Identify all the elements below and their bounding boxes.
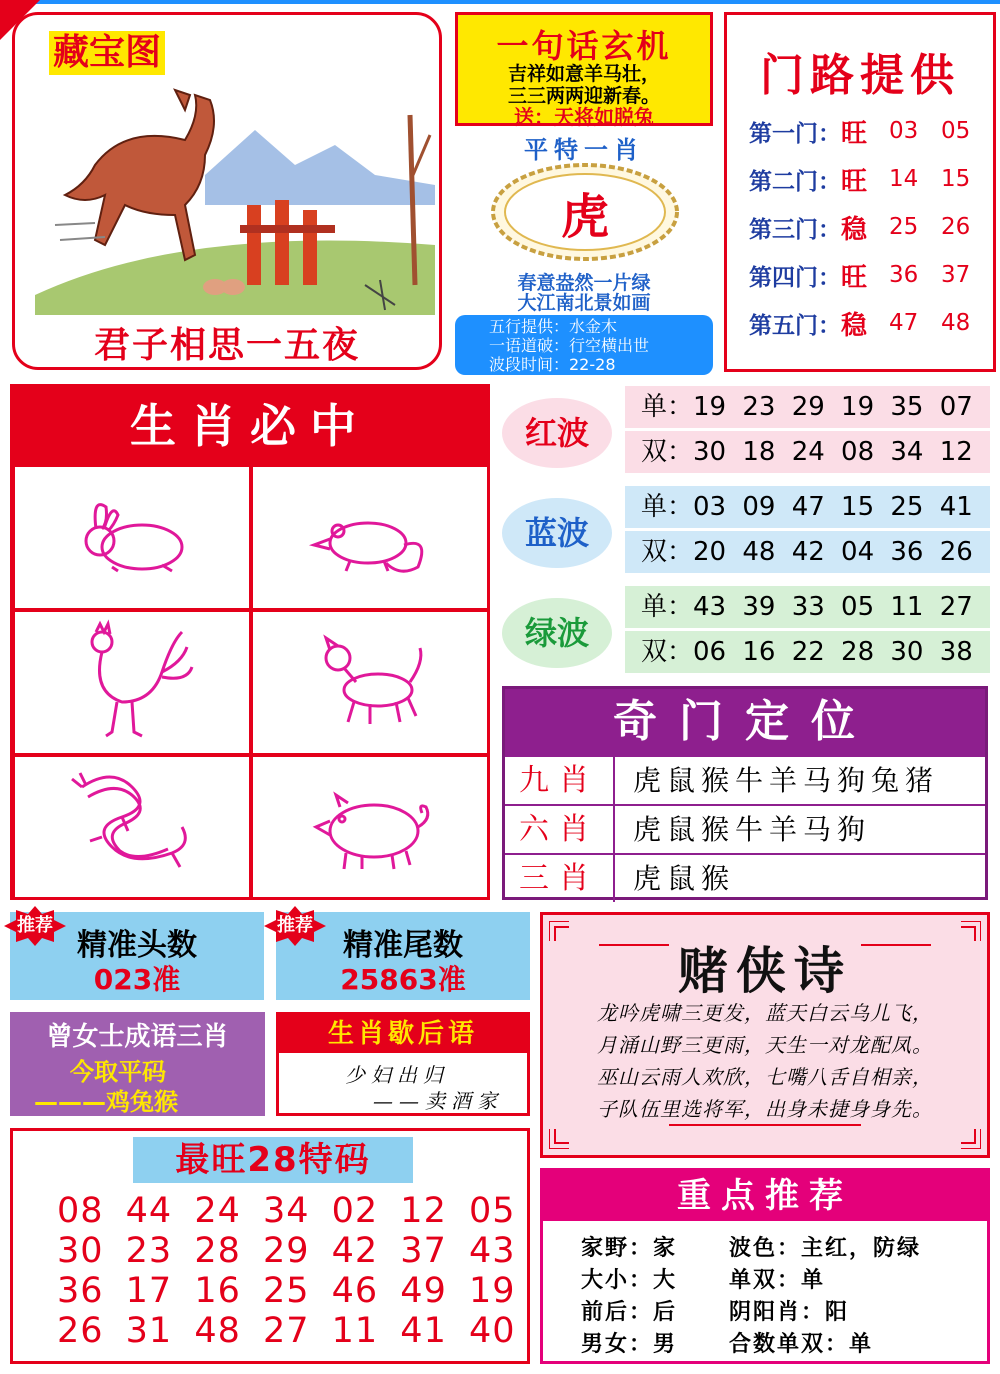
spring-poem-2: 大江南北景如画 — [517, 292, 651, 314]
gambler-poem-line: 龙吟虎啸三更发，蓝天白云乌儿飞， — [597, 1001, 933, 1025]
pig-icon — [300, 757, 440, 897]
recommend-badge — [4, 906, 66, 946]
focus-value: 主红，防绿 — [801, 1236, 922, 1261]
special-zodiac-title: 平特一肖 — [524, 136, 644, 164]
gate-number: 14 — [889, 166, 919, 192]
qimen-row-label: 九肖 — [505, 757, 615, 804]
recommend-badge-label: 推荐 — [17, 915, 53, 936]
focus-value: 大 — [653, 1268, 678, 1293]
gate-row — [749, 207, 993, 247]
qimen-row — [505, 755, 985, 804]
focus-item — [581, 1231, 677, 1262]
special-zodiac: 虎 — [560, 189, 609, 245]
info-box — [455, 315, 713, 375]
horse-illustration — [35, 55, 435, 315]
hot-codes-title: 最旺28特码 — [133, 1137, 413, 1183]
riddle-line-2: 三三两两迎新春。 — [507, 85, 660, 107]
focus-item — [581, 1327, 677, 1358]
blue-wave-double: 双：20 48 42 04 36 26 — [625, 531, 990, 573]
green-wave-badge: 绿波 — [502, 598, 612, 668]
gate-label: 第四门： — [749, 264, 841, 291]
gambler-poem-line: 子队伍里选将军，出身未捷身身先。 — [597, 1097, 933, 1121]
hot-codes-row: 26 31 48 27 11 41 40 — [57, 1311, 516, 1351]
qimen-row-values: 虎鼠猴 — [633, 862, 736, 895]
gate-label: 第二门： — [749, 168, 841, 195]
focus-key: 阴阳肖： — [729, 1300, 826, 1325]
qimen-row — [505, 804, 985, 853]
gate-number: 15 — [941, 166, 971, 192]
dog-icon — [300, 612, 440, 752]
focus-key: 大小： — [581, 1268, 654, 1293]
rooster-icon — [62, 612, 202, 752]
focus-item — [581, 1263, 677, 1294]
focus-item — [729, 1327, 873, 1358]
yiyu-text: 一语道破：行空横出世 — [489, 336, 650, 355]
riddle-gift: 送：天将如脱兔 — [514, 105, 654, 129]
focus-value: 阳 — [825, 1300, 850, 1325]
xiehouyu-line-2: ——卖酒家 — [373, 1089, 503, 1113]
gate-label: 第五门： — [749, 312, 841, 339]
gate-number: 05 — [941, 118, 971, 144]
green-wave-double: 双：06 16 22 28 30 38 — [625, 631, 990, 673]
focus-title: 重点推荐 — [543, 1171, 987, 1221]
zodiac-cell — [13, 610, 251, 755]
qimen-row-label: 三肖 — [505, 855, 615, 902]
focus-panel — [540, 1168, 990, 1364]
gate-row — [749, 303, 993, 343]
focus-key: 家野： — [581, 1236, 654, 1261]
focus-item — [729, 1231, 921, 1262]
gambler-poem-title: 赌侠诗 — [678, 942, 852, 1000]
red-wave-single: 单：19 23 29 19 35 07 — [625, 386, 990, 428]
zodiac-cell — [13, 465, 251, 610]
treasure-title: 藏宝图 — [49, 31, 165, 75]
focus-value: 男 — [653, 1332, 678, 1357]
zodiac-cell — [251, 610, 489, 755]
recommend-badge-label: 推荐 — [277, 915, 313, 936]
wuxing-text: 五行提供：水金木 — [489, 317, 618, 336]
tail-number-value: 25863准 — [340, 963, 466, 996]
hot-codes-row: 08 44 24 34 02 12 05 — [57, 1191, 516, 1231]
red-wave-badge: 红波 — [502, 398, 612, 468]
rabbit-icon — [62, 467, 202, 607]
gate-number: 26 — [941, 214, 971, 240]
focus-value: 家 — [653, 1236, 678, 1261]
riddle-box — [455, 12, 713, 129]
blue-wave-badge: 蓝波 — [502, 498, 612, 568]
treasure-verse: 君子相思一五夜 — [93, 325, 360, 366]
gate-number: 37 — [941, 262, 971, 288]
focus-item — [729, 1295, 849, 1326]
gate-label: 第一门： — [749, 120, 841, 147]
zodiac-must-title: 生肖必中 — [13, 387, 487, 465]
gates-title: 门路提供 — [760, 50, 960, 101]
blue-wave-single: 单：03 09 47 15 25 41 — [625, 486, 990, 528]
focus-value: 后 — [653, 1300, 678, 1325]
focus-key: 前后： — [581, 1300, 654, 1325]
focus-key: 单双： — [729, 1268, 802, 1293]
gate-status: 稳 — [841, 214, 868, 245]
focus-key: 波色： — [729, 1236, 802, 1261]
gates-panel — [724, 12, 996, 372]
focus-key: 合数单双： — [729, 1332, 850, 1357]
idiom-answer: ———鸡兔猴 — [34, 1088, 178, 1116]
idiom-box — [10, 1012, 265, 1116]
boduan-text: 波段时间：22-28 — [489, 355, 616, 374]
riddle-line-1: 吉祥如意羊马壮， — [507, 63, 660, 85]
zodiac-must-panel — [10, 384, 490, 900]
xiehouyu-line-1: 少妇出归 — [345, 1063, 449, 1087]
top-border — [0, 0, 1000, 4]
recommend-badge — [264, 906, 326, 946]
hot-codes-row: 30 23 28 29 42 37 43 — [57, 1231, 516, 1271]
green-wave-single: 单：43 39 33 05 11 27 — [625, 586, 990, 628]
qimen-panel — [502, 686, 988, 900]
gate-status: 稳 — [841, 310, 868, 341]
focus-item — [729, 1263, 825, 1294]
gate-label: 第三门： — [749, 216, 841, 243]
rat-icon — [300, 467, 440, 607]
gate-status: 旺 — [841, 262, 868, 293]
hot-codes-row: 36 17 16 25 46 49 19 — [57, 1271, 516, 1311]
zodiac-cell — [251, 465, 489, 610]
head-number-title: 精准头数 — [77, 928, 197, 963]
treasure-map-panel — [12, 12, 442, 370]
gate-row — [749, 111, 993, 151]
qimen-row-label: 六肖 — [505, 806, 615, 853]
zodiac-cell — [13, 755, 251, 900]
zodiac-cell — [251, 755, 489, 900]
gambler-poem-line: 月涌山野三更雨，天生一对龙配凤。 — [597, 1033, 933, 1057]
gate-row — [749, 255, 993, 295]
tail-number-title: 精准尾数 — [343, 928, 463, 963]
xiehouyu-title: 生肖歇后语 — [279, 1015, 527, 1053]
gate-number: 47 — [889, 310, 919, 336]
qimen-row — [505, 853, 985, 902]
dragon-icon — [62, 757, 202, 897]
gate-status: 旺 — [841, 166, 868, 197]
gate-status: 旺 — [841, 118, 868, 149]
gate-number: 48 — [941, 310, 971, 336]
spring-poem-1: 春意盎然一片绿 — [517, 272, 651, 294]
gate-number: 03 — [889, 118, 919, 144]
qimen-row-values: 虎鼠猴牛羊马狗 — [633, 813, 872, 846]
idiom-title: 曾女士成语三肖 — [46, 1022, 229, 1052]
qimen-row-values: 虎鼠猴牛羊马狗兔猪 — [633, 764, 940, 797]
gambler-poem-panel — [540, 912, 990, 1158]
idiom-phrase: 今取平码 — [70, 1058, 166, 1086]
gambler-poem-line: 巫山云雨人欢欣，七嘴八舌自相亲， — [597, 1065, 933, 1089]
head-number-value: 023准 — [93, 963, 181, 996]
focus-value: 单 — [849, 1332, 874, 1357]
focus-value: 单 — [801, 1268, 826, 1293]
hot-codes-panel — [10, 1128, 530, 1364]
focus-key: 男女： — [581, 1332, 654, 1357]
gate-number: 36 — [889, 262, 919, 288]
xiehouyu-box — [276, 1012, 530, 1116]
gate-row — [749, 159, 993, 199]
riddle-title: 一句话玄机 — [496, 27, 672, 65]
qimen-title: 奇门定位 — [505, 689, 985, 755]
focus-item — [581, 1295, 677, 1326]
gate-number: 25 — [889, 214, 919, 240]
red-wave-double: 双：30 18 24 08 34 12 — [625, 431, 990, 473]
